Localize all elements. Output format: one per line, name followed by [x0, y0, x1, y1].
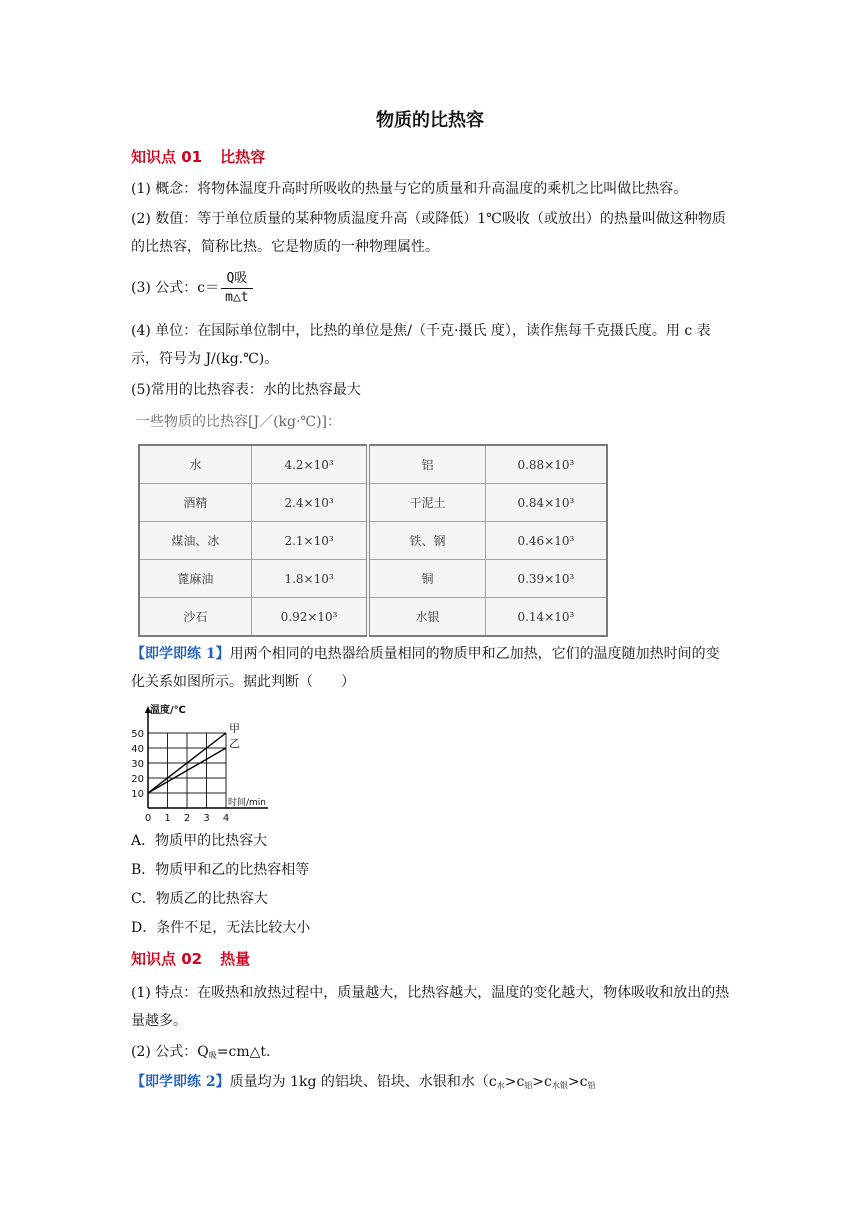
section-number: 知识点 01: [131, 148, 203, 166]
table-intro: (5)常用的比热容表：水的比热容最大: [131, 382, 361, 398]
table-row: [139, 560, 607, 598]
comparison-operator: >c: [504, 1074, 525, 1090]
substance-cell: 铝: [368, 445, 485, 484]
table-row: [139, 522, 607, 560]
answer-option: D．条件不足，无法比较大小: [131, 920, 311, 936]
section-name: 热量: [220, 950, 251, 968]
section-number: 知识点 02: [131, 950, 203, 968]
temperature-time-chart: [128, 700, 288, 824]
heat-formula-paragraph: [131, 1038, 731, 1070]
y-axis-label: 温度/℃: [150, 705, 186, 716]
x-tick-label: 2: [183, 813, 191, 824]
formula-fraction: [221, 270, 252, 307]
exercise-1: [131, 640, 731, 696]
exercise-text: 质量均为 1kg 的铝块、铅块、水银和水（c: [229, 1074, 497, 1090]
heat-feature-paragraph: (1) 特点：在吸热和放热过程中，质量越大，比热容越大，温度的变化越大，物体吸收和放出的热量越多。: [131, 985, 730, 1029]
specific-heat-cell: 2.1×10³: [251, 522, 368, 560]
exercise-tag: 【即学即练 2】: [131, 1074, 230, 1090]
section-heading-2: [131, 948, 250, 969]
x-tick-label: 3: [203, 813, 210, 824]
answer-option: B．物质甲和乙的比热容相等: [131, 862, 310, 878]
substance-cell: 干泥土: [368, 484, 485, 522]
y-tick-label: 20: [131, 774, 144, 785]
specific-heat-table: [138, 444, 608, 637]
unit-paragraph: (4) 单位：在国际单位制中，比热的单位是焦/（千克·摄氏 度），读作焦每千克摄氏度。用 c 表示，符号为 J/(kg.℃)。: [131, 323, 711, 367]
specific-heat-cell: 1.8×10³: [251, 560, 368, 598]
series-label: 乙: [229, 737, 240, 750]
y-tick-label: 40: [131, 744, 144, 755]
table-row: [139, 484, 607, 522]
formula-denominator: m△t: [225, 289, 249, 305]
table-caption: 一些物质的比热容[J／(kg·℃)]：: [136, 414, 342, 430]
substance-cell: 酒精: [139, 484, 251, 522]
x-tick-label: 0: [144, 813, 152, 824]
substance-cell: 水银: [368, 598, 485, 637]
specific-heat-cell: 0.88×10³: [485, 445, 607, 484]
substance-cell: 煤油、冰: [139, 522, 251, 560]
formula-prefix: (3) 公式：c＝: [131, 280, 220, 296]
answer-option: A．物质甲的比热容大: [131, 833, 268, 849]
formula-numerator: Q吸: [221, 270, 252, 289]
series-label: 甲: [229, 722, 240, 735]
exercise-2: [131, 1068, 731, 1100]
answer-option: C．物质乙的比热容大: [131, 891, 268, 907]
specific-heat-cell: 0.39×10³: [485, 560, 607, 598]
page-title: 物质的比热容: [376, 110, 484, 131]
x-tick-label: 1: [164, 813, 171, 824]
specific-heat-cell: 0.46×10³: [485, 522, 607, 560]
comparison-operator: >c: [532, 1074, 552, 1090]
specific-heat-cell: 0.14×10³: [485, 598, 607, 637]
y-tick-label: 50: [131, 729, 144, 740]
section-heading-1: [131, 146, 265, 167]
heat-formula-sub: 吸: [208, 1051, 217, 1060]
substance-cell: 水: [139, 445, 251, 484]
substance-cell: 蓖麻油: [139, 560, 251, 598]
x-tick-label: 4: [222, 813, 230, 824]
subscript: 水银: [551, 1081, 568, 1090]
section-name: 比热容: [220, 148, 266, 166]
specific-heat-cell: 2.4×10³: [251, 484, 368, 522]
substance-cell: 沙石: [139, 598, 251, 637]
concept-paragraph: (1) 概念：将物体温度升高时所吸收的热量与它的质量和升高温度的乘机之比叫做比热容。: [131, 181, 688, 197]
comparison-operator: >c: [567, 1074, 588, 1090]
table-row: [139, 445, 607, 484]
specific-heat-cell: 0.92×10³: [251, 598, 368, 637]
exercise-tag: 【即学即练 1】: [131, 646, 230, 662]
subscript: 水: [496, 1081, 505, 1090]
subscript: 铅: [587, 1081, 596, 1090]
substance-cell: 铜: [368, 560, 485, 598]
y-tick-label: 10: [131, 789, 144, 800]
exercise-text: 用两个相同的电热器给质量相同的物质甲和乙加热，它们的温度随加热时间的变化关系如图所示。据此判断（ ）: [131, 646, 720, 690]
x-axis-label: 时间/min: [228, 798, 267, 808]
formula-paragraph: [131, 268, 731, 308]
heat-formula-prefix: (2) 公式：Q: [131, 1044, 209, 1060]
exercise-comparison: [497, 1074, 596, 1090]
heat-formula-suffix: =cm△t.: [216, 1044, 271, 1060]
y-tick-label: 30: [131, 759, 144, 770]
specific-heat-cell: 4.2×10³: [251, 445, 368, 484]
subscript: 铝: [524, 1081, 533, 1090]
substance-cell: 铁、钢: [368, 522, 485, 560]
table-row: [139, 598, 607, 637]
value-paragraph: (2) 数值：等于单位质量的某种物质温度升高（或降低）1℃吸收（或放出）的热量叫做这种物质的比热容，简称比热。它是物质的一种物理属性。: [131, 211, 726, 255]
specific-heat-cell: 0.84×10³: [485, 484, 607, 522]
